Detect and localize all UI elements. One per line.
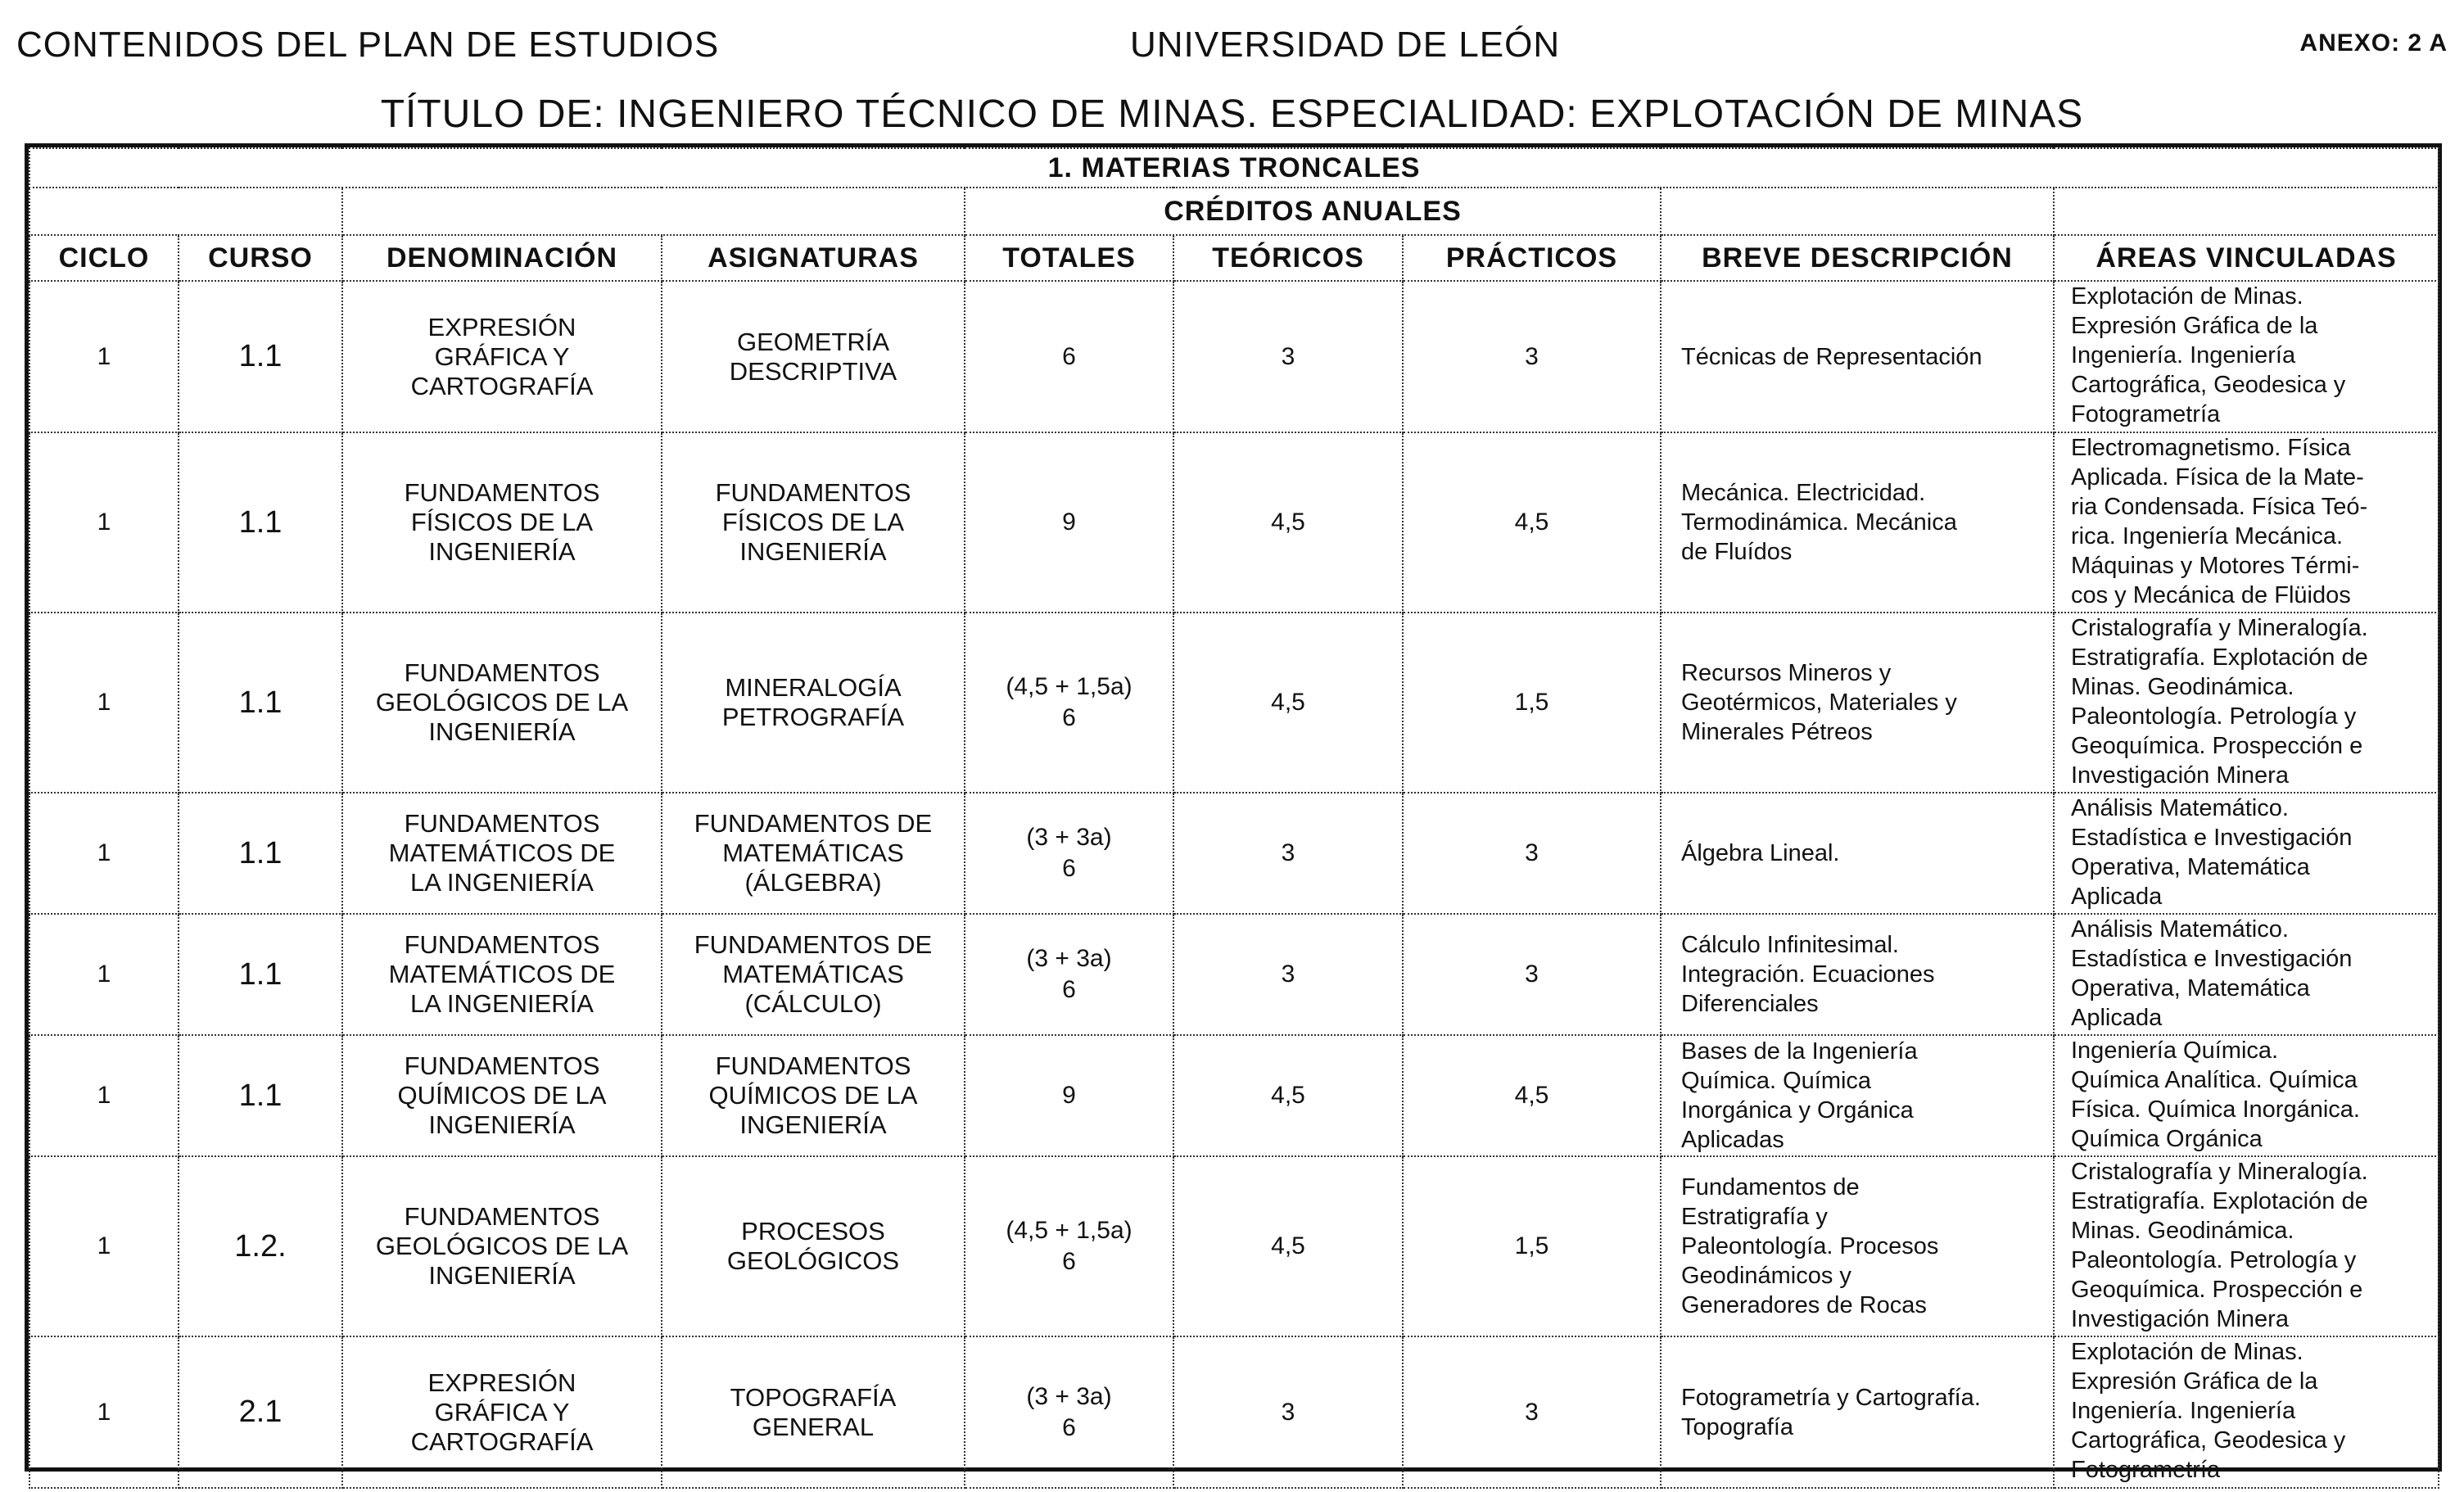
table-row <box>29 281 2439 432</box>
cell-totales: 9 <box>965 432 1173 613</box>
cell-asignatura: PROCESOS GEOLÓGICOS <box>662 1156 965 1336</box>
cell-descripcion: Álgebra Lineal. <box>1661 793 2054 914</box>
cell-denominacion: FUNDAMENTOS GEOLÓGICOS DE LA INGENIERÍA <box>342 613 662 793</box>
cell-curso: 1.1 <box>179 432 342 613</box>
cell-curso: 1.1 <box>179 613 342 793</box>
cell-areas: Explotación de Minas. Expresión Gráfica de la Ingeniería. Ingeniería Cartográfica, Geodesica y Fotogrametría <box>2054 281 2439 432</box>
table-row <box>29 432 2439 613</box>
cell-totales: (4,5 + 1,5a) 6 <box>965 613 1173 793</box>
header-blank <box>342 188 965 235</box>
cell-areas: Análisis Matemático. Estadística e Investigación Operativa, Matemática Aplicada <box>2054 793 2439 914</box>
cell-teoricos: 3 <box>1173 1336 1403 1488</box>
table-row <box>29 1156 2439 1336</box>
table-row <box>29 1035 2439 1156</box>
university-name: UNIVERSIDAD DE LEÓN <box>1130 25 1561 65</box>
cell-denominacion: FUNDAMENTOS MATEMÁTICOS DE LA INGENIERÍA <box>342 793 662 914</box>
cell-asignatura: MINERALOGÍA PETROGRAFÍA <box>662 613 965 793</box>
document-header-left: CONTENIDOS DEL PLAN DE ESTUDIOS <box>16 25 720 65</box>
cell-areas: Cristalografía y Mineralogía. Estratigrafía. Explotación de Minas. Geodinámica. Paleontología. Petrología y Geoquímica. Prospección e Investigación Minera <box>2054 613 2439 793</box>
cell-totales: (3 + 3a) 6 <box>965 914 1173 1035</box>
cell-teoricos: 4,5 <box>1173 1035 1403 1156</box>
cell-curso: 1.1 <box>179 1035 342 1156</box>
annex-label: ANEXO: 2 A <box>2299 29 2448 57</box>
table-row <box>29 613 2439 793</box>
cell-teoricos: 4,5 <box>1173 1156 1403 1336</box>
study-plan-table <box>29 147 2439 1489</box>
cell-asignatura: GEOMETRÍA DESCRIPTIVA <box>662 281 965 432</box>
cell-totales: (3 + 3a) 6 <box>965 1336 1173 1488</box>
cell-areas: Ingeniería Química. Química Analítica. Química Física. Química Inorgánica. Química Orgánica <box>2054 1035 2439 1156</box>
col-header-practicos: PRÁCTICOS <box>1403 235 1661 281</box>
cell-curso: 1.1 <box>179 281 342 432</box>
cell-asignatura: FUNDAMENTOS QUÍMICOS DE LA INGENIERÍA <box>662 1035 965 1156</box>
cell-descripcion: Fundamentos de Estratigrafía y Paleontología. Procesos Geodinámicos y Generadores de Rocas <box>1661 1156 2054 1336</box>
cell-practicos: 1,5 <box>1403 1156 1661 1336</box>
cell-areas: Análisis Matemático. Estadística e Investigación Operativa, Matemática Aplicada <box>2054 914 2439 1035</box>
col-header-totales: TOTALES <box>965 235 1173 281</box>
col-header-denominacion: DENOMINACIÓN <box>342 235 662 281</box>
col-header-asignaturas: ASIGNATURAS <box>662 235 965 281</box>
col-header-curso: CURSO <box>179 235 342 281</box>
cell-areas: Explotación de Minas. Expresión Gráfica de la Ingeniería. Ingeniería Cartográfica, Geodesica y Fotogrametría <box>2054 1336 2439 1488</box>
header-blank <box>29 188 342 235</box>
cell-descripcion: Recursos Mineros y Geotérmicos, Materiales y Minerales Pétreos <box>1661 613 2054 793</box>
cell-denominacion: FUNDAMENTOS GEOLÓGICOS DE LA INGENIERÍA <box>342 1156 662 1336</box>
cell-asignatura: FUNDAMENTOS DE MATEMÁTICAS (ÁLGEBRA) <box>662 793 965 914</box>
cell-ciclo: 1 <box>29 1035 179 1156</box>
cell-totales: 9 <box>965 1035 1173 1156</box>
cell-practicos: 3 <box>1403 1336 1661 1488</box>
study-plan-table-frame <box>25 143 2442 1483</box>
section-title: 1. MATERIAS TRONCALES <box>29 148 2439 188</box>
table-row <box>29 914 2439 1035</box>
degree-title: TÍTULO DE: INGENIERO TÉCNICO DE MINAS. ESPECIALIDAD: EXPLOTACIÓN DE MINAS <box>380 93 2084 136</box>
cell-totales: (4,5 + 1,5a) 6 <box>965 1156 1173 1336</box>
cell-practicos: 3 <box>1403 281 1661 432</box>
cell-ciclo: 1 <box>29 613 179 793</box>
cell-teoricos: 3 <box>1173 914 1403 1035</box>
cell-ciclo: 1 <box>29 793 179 914</box>
cell-descripcion: Bases de la Ingeniería Química. Química Inorgánica y Orgánica Aplicadas <box>1661 1035 2054 1156</box>
cell-practicos: 4,5 <box>1403 432 1661 613</box>
table-row <box>29 793 2439 914</box>
cell-denominacion: EXPRESIÓN GRÁFICA Y CARTOGRAFÍA <box>342 1336 662 1488</box>
cell-practicos: 3 <box>1403 793 1661 914</box>
cell-ciclo: 1 <box>29 1336 179 1488</box>
cell-practicos: 3 <box>1403 914 1661 1035</box>
cell-curso: 2.1 <box>179 1336 342 1488</box>
header-blank <box>2054 188 2439 235</box>
cell-denominacion: FUNDAMENTOS QUÍMICOS DE LA INGENIERÍA <box>342 1035 662 1156</box>
cell-curso: 1.1 <box>179 793 342 914</box>
cell-practicos: 4,5 <box>1403 1035 1661 1156</box>
cell-curso: 1.1 <box>179 914 342 1035</box>
col-header-descripcion: BREVE DESCRIPCIÓN <box>1661 235 2054 281</box>
col-header-ciclo: CICLO <box>29 235 179 281</box>
cell-descripcion: Cálculo Infinitesimal. Integración. Ecuaciones Diferenciales <box>1661 914 2054 1035</box>
cell-curso: 1.2. <box>179 1156 342 1336</box>
table-row <box>29 1336 2439 1488</box>
cell-descripcion: Mecánica. Electricidad. Termodinámica. Mecánica de Fluídos <box>1661 432 2054 613</box>
cell-areas: Cristalografía y Mineralogía. Estratigrafía. Explotación de Minas. Geodinámica. Paleontología. Petrología y Geoquímica. Prospección e Investigación Minera <box>2054 1156 2439 1336</box>
cell-denominacion: FUNDAMENTOS MATEMÁTICOS DE LA INGENIERÍA <box>342 914 662 1035</box>
cell-denominacion: EXPRESIÓN GRÁFICA Y CARTOGRAFÍA <box>342 281 662 432</box>
cell-ciclo: 1 <box>29 432 179 613</box>
cell-asignatura: FUNDAMENTOS DE MATEMÁTICAS (CÁLCULO) <box>662 914 965 1035</box>
col-header-areas: ÁREAS VINCULADAS <box>2054 235 2439 281</box>
cell-teoricos: 3 <box>1173 281 1403 432</box>
cell-totales: 6 <box>965 281 1173 432</box>
cell-ciclo: 1 <box>29 914 179 1035</box>
credits-group-header: CRÉDITOS ANUALES <box>965 188 1661 235</box>
col-header-teoricos: TEÓRICOS <box>1173 235 1403 281</box>
header-blank <box>1661 188 2054 235</box>
cell-teoricos: 3 <box>1173 793 1403 914</box>
cell-totales: (3 + 3a) 6 <box>965 793 1173 914</box>
cell-teoricos: 4,5 <box>1173 432 1403 613</box>
cell-descripcion: Técnicas de Representación <box>1661 281 2054 432</box>
cell-teoricos: 4,5 <box>1173 613 1403 793</box>
cell-areas: Electromagnetismo. Física Aplicada. Física de la Mate- ria Condensada. Física Teó- rica. Ingeniería Mecánica. Máquinas y Motores Térmi- cos y Mecánica de Flüidos <box>2054 432 2439 613</box>
cell-ciclo: 1 <box>29 281 179 432</box>
cell-asignatura: TOPOGRAFÍA GENERAL <box>662 1336 965 1488</box>
cell-practicos: 1,5 <box>1403 613 1661 793</box>
cell-denominacion: FUNDAMENTOS FÍSICOS DE LA INGENIERÍA <box>342 432 662 613</box>
cell-ciclo: 1 <box>29 1156 179 1336</box>
cell-asignatura: FUNDAMENTOS FÍSICOS DE LA INGENIERÍA <box>662 432 965 613</box>
cell-descripcion: Fotogrametría y Cartografía. Topografía <box>1661 1336 2054 1488</box>
